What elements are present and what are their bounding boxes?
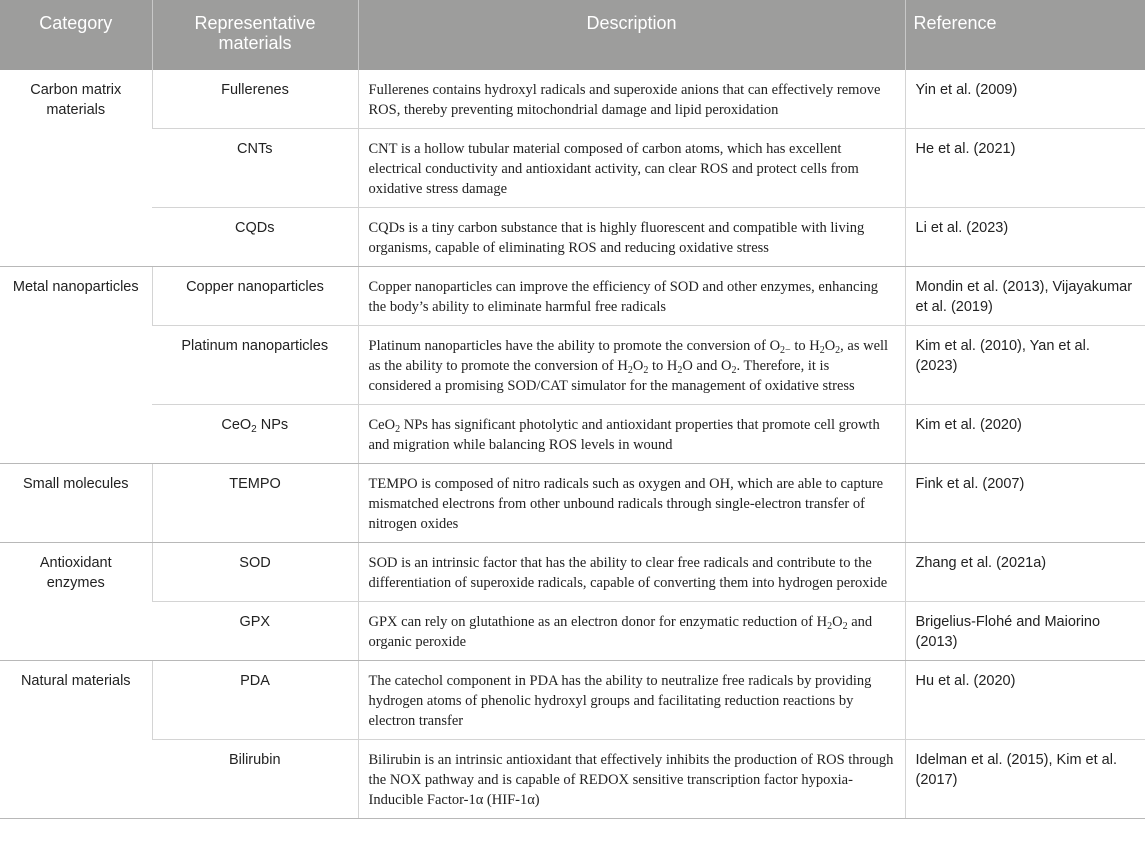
description-cell: CNT is a hollow tubular material composed of carbon atoms, which has excellent electrical conductivity and antioxidant activity, can clear ROS and protect cells from oxidative stress damage: [358, 129, 905, 208]
reference-cell: Kim et al. (2010), Yan et al. (2023): [905, 326, 1145, 405]
category-cell: Metal nanoparticles: [0, 267, 152, 464]
category-cell: Natural materials: [0, 661, 152, 819]
material-cell: SOD: [152, 543, 358, 602]
reference-cell: Fink et al. (2007): [905, 464, 1145, 543]
table-row: [0, 267, 1145, 326]
table-row: [0, 129, 1145, 208]
material-cell: GPX: [152, 602, 358, 661]
header-category: Category: [0, 0, 152, 70]
table-row: [0, 464, 1145, 543]
table-row: [0, 208, 1145, 267]
reference-cell: Hu et al. (2020): [905, 661, 1145, 740]
table-row: [0, 602, 1145, 661]
material-cell: Bilirubin: [152, 740, 358, 819]
description-cell: TEMPO is composed of nitro radicals such as oxygen and OH, which are able to capture mismatched electrons from other unbound radicals through single-electron transfer of nitrogen oxides: [358, 464, 905, 543]
description-cell: Copper nanoparticles can improve the efficiency of SOD and other enzymes, enhancing the body’s ability to eliminate harmful free radicals: [358, 267, 905, 326]
material-cell: TEMPO: [152, 464, 358, 543]
description-cell: Platinum nanoparticles have the ability to promote the conversion of $O_{2-}$ to $H_2O_2$, as well as the ability to promote the conversion of $H_2O_2$ to $H_2O$ and $O_2$. Therefore, it is considered a promising SOD/CAT simulator for the management of oxidative stress: [358, 326, 905, 405]
table-row: [0, 70, 1145, 129]
category-cell: Small molecules: [0, 464, 152, 543]
table-row: [0, 661, 1145, 740]
header-row: [0, 0, 1145, 70]
category-cell: Carbon matrix materials: [0, 70, 152, 267]
header-materials: Representative materials: [152, 0, 358, 70]
description-cell: CeO$_2$ NPs has significant photolytic and antioxidant properties that promote cell growth and migration while balancing ROS levels in wound: [358, 405, 905, 464]
description-cell: Fullerenes contains hydroxyl radicals and superoxide anions that can effectively remove ROS, thereby preventing mitochondrial damage and lipid peroxidation: [358, 70, 905, 129]
description-cell: SOD is an intrinsic factor that has the ability to clear free radicals and contribute to the differentiation of superoxide radicals, capable of converting them into hydrogen peroxide: [358, 543, 905, 602]
reference-cell: He et al. (2021): [905, 129, 1145, 208]
description-cell: CQDs is a tiny carbon substance that is highly fluorescent and compatible with living organisms, capable of eliminating ROS and reducing oxidative stress: [358, 208, 905, 267]
category-cell: Antioxidant enzymes: [0, 543, 152, 661]
material-cell: CeO$_2$ NPs: [152, 405, 358, 464]
table-row: [0, 740, 1145, 819]
reference-cell: Li et al. (2023): [905, 208, 1145, 267]
reference-cell: Zhang et al. (2021a): [905, 543, 1145, 602]
reference-cell: Yin et al. (2009): [905, 70, 1145, 129]
description-cell: GPX can rely on glutathione as an electron donor for enzymatic reduction of $H_2O_2$ and organic peroxide: [358, 602, 905, 661]
header-description: Description: [358, 0, 905, 70]
table-row: [0, 543, 1145, 602]
table-row: [0, 326, 1145, 405]
material-cell: Copper nanoparticles: [152, 267, 358, 326]
material-cell: Platinum nanoparticles: [152, 326, 358, 405]
reference-cell: Brigelius-Flohé and Maiorino (2013): [905, 602, 1145, 661]
table-row: [0, 405, 1145, 464]
material-cell: PDA: [152, 661, 358, 740]
material-cell: Fullerenes: [152, 70, 358, 129]
header-reference: Reference: [905, 0, 1145, 70]
material-cell: CNTs: [152, 129, 358, 208]
reference-cell: Kim et al. (2020): [905, 405, 1145, 464]
description-cell: The catechol component in PDA has the ability to neutralize free radicals by providing hydrogen atoms of phenolic hydroxyl groups and facilitating reduction reactions by electron transfer: [358, 661, 905, 740]
material-cell: CQDs: [152, 208, 358, 267]
reference-cell: Mondin et al. (2013), Vijayakumar et al. (2019): [905, 267, 1145, 326]
description-cell: Bilirubin is an intrinsic antioxidant that effectively inhibits the production of ROS through the NOX pathway and is capable of REDOX sensitive transcription factor hypoxia-Inducible Factor-1α (HIF-1α): [358, 740, 905, 819]
reference-cell: Idelman et al. (2015), Kim et al. (2017): [905, 740, 1145, 819]
